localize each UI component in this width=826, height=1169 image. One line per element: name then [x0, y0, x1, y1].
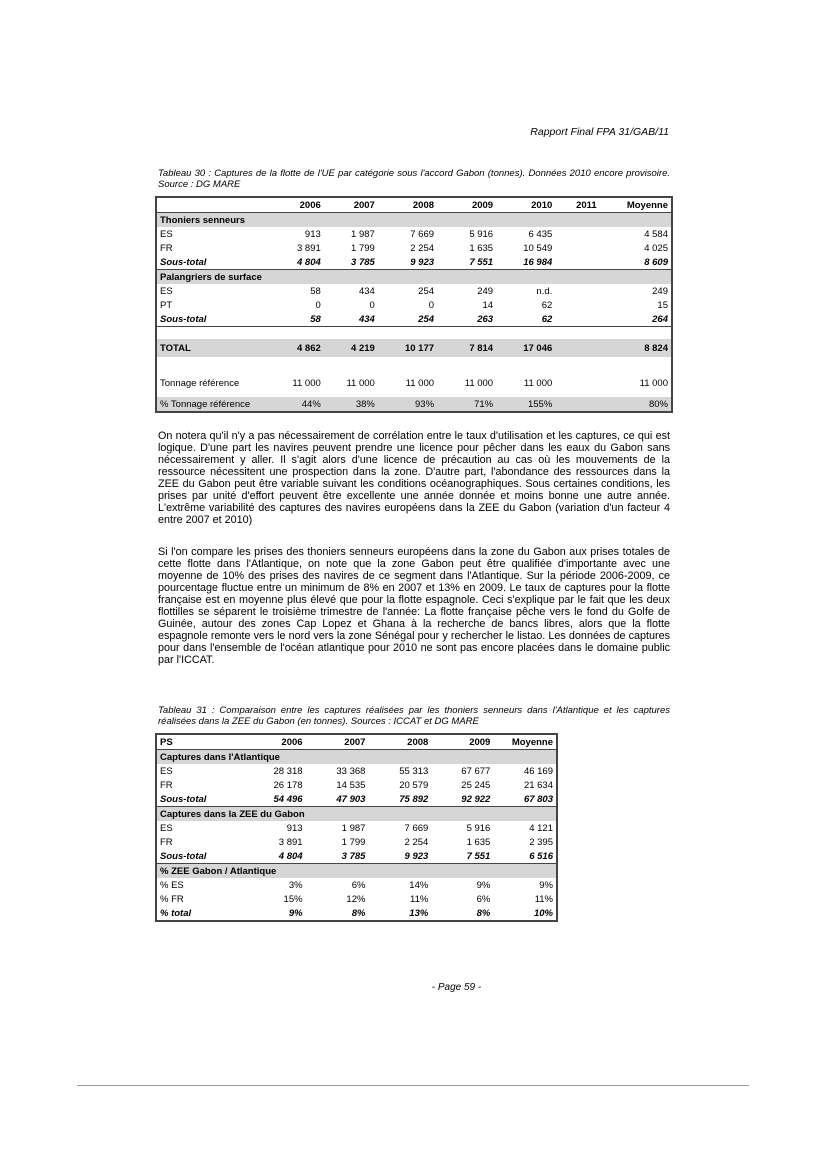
- table-row: [156, 764, 557, 778]
- table-cell: 4 862: [270, 339, 324, 357]
- table-cell: 2 395: [529, 836, 553, 848]
- table-cell: 155%: [496, 397, 555, 412]
- table-cell: [555, 312, 599, 327]
- table-cell: 1 635: [469, 242, 494, 254]
- table-header-row: [156, 734, 557, 750]
- table-cell: 93%: [378, 397, 437, 412]
- table-cell: 249: [477, 285, 494, 297]
- table-cell: 8%: [306, 906, 369, 921]
- table-cell: 2011: [555, 197, 599, 213]
- table-cell: 11%: [409, 893, 429, 905]
- table-cell: 2006: [270, 197, 324, 213]
- table-cell: 6%: [476, 893, 491, 905]
- table-cell: 3 891: [278, 836, 303, 848]
- table-cell: 92 922: [431, 792, 493, 807]
- percent-row: [156, 397, 672, 412]
- table-row: [156, 835, 557, 849]
- table-cell: 15%: [283, 893, 303, 905]
- table-cell: 4 121: [529, 822, 553, 834]
- table-cell: 71%: [437, 397, 496, 412]
- table-cell: 11%: [534, 893, 553, 905]
- subtotal-row: [156, 792, 557, 807]
- table-cell: 54 496: [249, 792, 305, 807]
- table-cell: 434: [324, 312, 378, 327]
- table-cell: 16 984: [496, 255, 555, 270]
- row-label: [156, 357, 672, 369]
- table-cell: 67 803: [493, 792, 557, 807]
- table-cell: 2006: [249, 734, 305, 750]
- subtotal-row: [156, 906, 557, 921]
- table-cell: 11 000: [523, 377, 553, 389]
- table-cell: 1 799: [351, 242, 375, 254]
- row-label: % total: [156, 906, 249, 921]
- table-cell: 10%: [493, 906, 557, 921]
- table-cell: 58: [270, 312, 324, 327]
- table-cell: 14: [482, 299, 494, 311]
- table-row: [156, 227, 672, 241]
- subtotal-row: [156, 312, 672, 327]
- row-label: TOTAL: [156, 339, 270, 357]
- table-cell: 4 584: [644, 228, 668, 240]
- table-cell: 11 000: [292, 377, 321, 389]
- table-cell: 434: [358, 285, 375, 297]
- table-cell: Moyenne: [493, 734, 557, 750]
- table-row: [156, 241, 672, 255]
- table-cell: 913: [286, 822, 303, 834]
- table-cell: 4 804: [249, 849, 305, 864]
- paragraph-2: Si l'on compare les prises des thoniers senneurs européens dans la zone du Gabon aux prises totales de cette flotte dans l'Atlantique, on note que la zone Gabon peut être qualifiée d'importante avec une moyenne de 10% des prises des navires de ce segment dans l'Atlantique. Sur la période 2006-2009, ce pourcentage fluctue entre un minimum de 8% en 2007 et 13% en 2009. Le taux de captures pour la flotte française est en moyenne plus élevé que pour la flotte espagnole. Ceci s'explique par le fait que les deux flottilles se séparent le troisième trimestre de l'année: La flotte française pêche vers le fond du Golfe de Guinée, autour des zones Cap Lopez et Ghana à la recherche de bancs libres, alors que la flotte espagnole remonte vers le nord vers la zone Sénégal pour y rechercher le listao. Les données de captures pour dans l'ensemble de l'océan atlantique pour 2010 ne sont pas encore placées dans le domaine public par l'ICCAT.: [158, 546, 670, 666]
- subtotal-row: [156, 849, 557, 864]
- table-cell: 4 219: [324, 339, 378, 357]
- table-cell: 58: [310, 285, 321, 297]
- table-cell: 254: [418, 285, 435, 297]
- table-cell: 12%: [346, 893, 366, 905]
- footer-divider: [77, 1085, 749, 1086]
- group-heading-row: [156, 270, 672, 285]
- table-cell: 2010: [496, 197, 555, 213]
- group-heading-row: [156, 213, 672, 228]
- table-cell: 38%: [324, 397, 378, 412]
- row-label: Captures dans l'Atlantique: [156, 750, 557, 765]
- table-row: [156, 821, 557, 835]
- table-cell: 20 579: [399, 779, 429, 791]
- spacer-row: [156, 357, 672, 369]
- table-cell: 3 785: [324, 255, 378, 270]
- table-cell: 2 254: [410, 242, 435, 254]
- table-cell: 0: [369, 299, 375, 311]
- row-label: ES: [160, 285, 173, 297]
- table-cell: 11 000: [639, 377, 668, 389]
- table-cell: 14%: [409, 879, 429, 891]
- table-cell: 6 516: [493, 849, 557, 864]
- table-cell: 9 923: [368, 849, 431, 864]
- row-label: ES: [160, 822, 173, 834]
- table-cell: [555, 397, 599, 412]
- table-header-row: [156, 197, 672, 213]
- row-label: Thoniers senneurs: [156, 213, 672, 228]
- table-cell: 21 634: [523, 779, 553, 791]
- row-label: FR: [160, 836, 173, 848]
- table-cell: 75 892: [368, 792, 431, 807]
- table-cell: [555, 369, 599, 397]
- table-cell: 913: [304, 228, 321, 240]
- row-label: Sous-total: [156, 849, 249, 864]
- table-cell: 9%: [539, 879, 553, 891]
- table30: [155, 196, 673, 413]
- table-cell: 263: [437, 312, 496, 327]
- table-cell: 8 609: [600, 255, 672, 270]
- table-row: [156, 892, 557, 906]
- table-cell: 2007: [306, 734, 369, 750]
- table-cell: 249: [652, 285, 668, 297]
- table-cell: 5 916: [466, 822, 491, 834]
- report-header: Rapport Final FPA 31/GAB/11: [530, 126, 669, 138]
- table-cell: 2008: [378, 197, 437, 213]
- table-cell: 7 814: [437, 339, 496, 357]
- table-cell: 6%: [351, 879, 366, 891]
- table-cell: 33 368: [336, 765, 366, 777]
- table-cell: 46 169: [523, 765, 553, 777]
- group-heading-row: [156, 807, 557, 822]
- row-label: PT: [160, 299, 173, 311]
- table-cell: 7 551: [437, 255, 496, 270]
- table-cell: 11 000: [464, 377, 494, 389]
- table-cell: 80%: [600, 397, 672, 412]
- table-cell: 67 677: [461, 765, 491, 777]
- table-cell: 0: [315, 299, 321, 311]
- table-cell: 4 025: [644, 242, 668, 254]
- row-label: Captures dans la ZEE du Gabon: [156, 807, 557, 822]
- table-cell: 47 903: [306, 792, 369, 807]
- table-cell: 2009: [437, 197, 496, 213]
- row-label: % Tonnage référence: [156, 397, 270, 412]
- table-cell: [555, 241, 599, 255]
- row-label: Palangriers de surface: [156, 270, 672, 285]
- subtotal-row: [156, 255, 672, 270]
- row-label: Tonnage référence: [160, 377, 240, 389]
- table-cell: 1 987: [351, 228, 375, 240]
- row-label: [156, 197, 270, 213]
- table-cell: 9%: [476, 879, 491, 891]
- spacer-row: [156, 327, 672, 340]
- table-cell: 2 254: [404, 836, 429, 848]
- table-cell: 3 785: [306, 849, 369, 864]
- table-cell: 7 669: [410, 228, 435, 240]
- table-row: [156, 878, 557, 892]
- table-cell: 7 669: [404, 822, 429, 834]
- reference-row: [156, 369, 672, 397]
- table-cell: 4 804: [270, 255, 324, 270]
- row-label: FR: [160, 779, 173, 791]
- table31: [155, 733, 558, 922]
- table-cell: 1 635: [466, 836, 491, 848]
- table-cell: n.d.: [536, 285, 553, 297]
- row-label: PS: [156, 734, 249, 750]
- table-cell: 1 799: [341, 836, 366, 848]
- table-cell: [555, 339, 599, 357]
- row-label: FR: [160, 242, 173, 254]
- table-row: [156, 284, 672, 298]
- table-cell: 3%: [288, 879, 303, 891]
- table-cell: 264: [600, 312, 672, 327]
- table-cell: 8%: [431, 906, 493, 921]
- row-label: ES: [160, 765, 173, 777]
- table-cell: 28 318: [273, 765, 303, 777]
- table-cell: 9%: [249, 906, 305, 921]
- table-row: [156, 298, 672, 312]
- table30-caption: Tableau 30 : Captures de la flotte de l'UE par catégorie sous l'accord Gabon (tonnes). Données 2010 encore provisoire. Source : DG MARE: [158, 168, 670, 190]
- table31-caption: Tableau 31 : Comparaison entre les captures réalisées par les thoniers senneurs dans l'Atlantique et les captures réalisées dans la ZEE du Gabon (en tonnes). Sources : ICCAT et DG MARE: [158, 705, 670, 727]
- table-cell: 62: [541, 299, 553, 311]
- row-label: Sous-total: [156, 312, 270, 327]
- row-label: Sous-total: [156, 255, 270, 270]
- table-cell: 5 916: [469, 228, 494, 240]
- table-cell: [555, 227, 599, 241]
- table-cell: 14 535: [336, 779, 366, 791]
- table-cell: 44%: [270, 397, 324, 412]
- table-cell: 2008: [368, 734, 431, 750]
- table-cell: 2007: [324, 197, 378, 213]
- table-cell: 25 245: [461, 779, 491, 791]
- row-label: % ES: [160, 879, 184, 891]
- table-cell: 10 549: [523, 242, 553, 254]
- table-row: [156, 778, 557, 792]
- row-label: [156, 327, 672, 340]
- table-cell: 11 000: [346, 377, 375, 389]
- table-cell: 10 177: [378, 339, 437, 357]
- table-cell: Moyenne: [600, 197, 672, 213]
- table-cell: 8 824: [600, 339, 672, 357]
- row-label: % ZEE Gabon / Atlantique: [156, 864, 557, 879]
- group-heading-row: [156, 750, 557, 765]
- table-cell: 13%: [368, 906, 431, 921]
- page-number: - Page 59 -: [431, 982, 482, 993]
- table-cell: 17 046: [496, 339, 555, 357]
- table-cell: 1 987: [341, 822, 366, 834]
- table-cell: 9 923: [378, 255, 437, 270]
- row-label: ES: [160, 228, 173, 240]
- table-cell: [555, 255, 599, 270]
- table-cell: 6 435: [528, 228, 553, 240]
- table-cell: 55 313: [399, 765, 429, 777]
- group-heading-row: [156, 864, 557, 879]
- table-cell: 62: [496, 312, 555, 327]
- table-cell: 15: [657, 299, 668, 311]
- table-cell: 254: [378, 312, 437, 327]
- row-label: % FR: [160, 893, 184, 905]
- total-row: [156, 339, 672, 357]
- table-cell: 0: [428, 299, 435, 311]
- row-label: Sous-total: [156, 792, 249, 807]
- table-cell: [555, 284, 599, 298]
- table-cell: 11 000: [405, 377, 435, 389]
- table-cell: 2009: [431, 734, 493, 750]
- table-cell: 7 551: [431, 849, 493, 864]
- table-cell: 26 178: [273, 779, 303, 791]
- table-cell: [555, 298, 599, 312]
- table-cell: 3 891: [296, 242, 321, 254]
- paragraph-1: On notera qu'il n'y a pas nécessairement de corrélation entre le taux d'utilisation et les captures, ce qui est logique. D'une part les navires peuvent prendre une licence pour pêcher dans les eaux du Gabon sans nécessairement y aller. Il s'agit alors d'une licence de précaution au cas où les mouvements de la ressource nécessitent une prospection dans la zone. D'autre part, l'abondance des ressources dans la ZEE du Gabon peut être variable suivant les conditions océanographiques. Sous certaines conditions, les prises par unité d'effort peuvent être excellente une année donnée et moins bonne une autre année. L'extrême variabilité des captures des navires européens dans la ZEE du Gabon (variation d'un facteur 4 entre 2007 et 2010): [158, 430, 670, 526]
